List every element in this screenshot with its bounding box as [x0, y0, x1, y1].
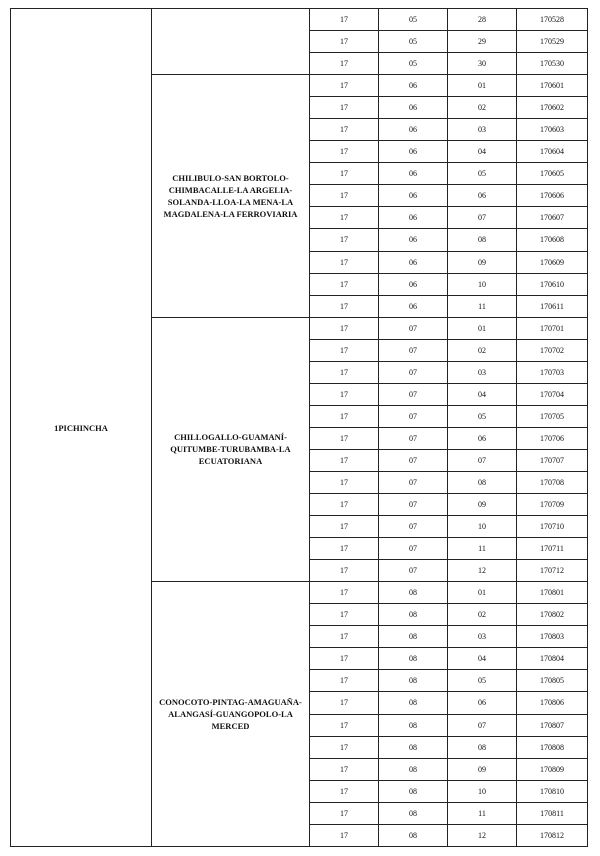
district-code-cell: 07	[379, 471, 448, 493]
circuit-code-cell: 02	[448, 97, 517, 119]
province-code-cell: 17	[310, 229, 379, 251]
province-code-cell: 17	[310, 141, 379, 163]
circuit-code-cell: 09	[448, 251, 517, 273]
province-code-cell: 17	[310, 295, 379, 317]
full-code-cell: 170605	[517, 163, 588, 185]
province-code-cell: 17	[310, 538, 379, 560]
province-code-cell: 17	[310, 75, 379, 97]
district-code-cell: 07	[379, 361, 448, 383]
full-code-cell: 170810	[517, 780, 588, 802]
province-code-cell: 17	[310, 339, 379, 361]
full-code-cell: 170706	[517, 427, 588, 449]
full-code-cell: 170606	[517, 185, 588, 207]
circuit-code-cell: 01	[448, 317, 517, 339]
full-code-cell: 170807	[517, 714, 588, 736]
circuit-code-cell: 28	[448, 9, 517, 31]
province-code-cell: 17	[310, 405, 379, 427]
full-code-cell: 170601	[517, 75, 588, 97]
district-code-cell: 08	[379, 648, 448, 670]
district-code-cell: 06	[379, 119, 448, 141]
full-code-cell: 170530	[517, 53, 588, 75]
province-code-cell: 17	[310, 383, 379, 405]
circuit-code-cell: 08	[448, 736, 517, 758]
full-code-cell: 170528	[517, 9, 588, 31]
full-code-cell: 170604	[517, 141, 588, 163]
district-code-cell: 08	[379, 604, 448, 626]
full-code-cell: 170708	[517, 471, 588, 493]
full-code-cell: 170603	[517, 119, 588, 141]
circuit-code-cell: 29	[448, 31, 517, 53]
province-code-cell: 17	[310, 670, 379, 692]
full-code-cell: 170802	[517, 604, 588, 626]
circuit-code-cell: 07	[448, 714, 517, 736]
district-name-cell	[152, 9, 310, 75]
district-name-cell: CHILIBULO-SAN BORTOLO-CHIMBACALLE-LA ARGELIA-SOLANDA-LLOA-LA MENA-LA MAGDALENA-LA FERROVIARIA	[152, 75, 310, 318]
full-code-cell: 170710	[517, 516, 588, 538]
circuit-code-cell: 03	[448, 119, 517, 141]
district-code-cell: 07	[379, 494, 448, 516]
district-code-cell: 08	[379, 714, 448, 736]
province-code-cell: 17	[310, 53, 379, 75]
province-code-cell: 17	[310, 692, 379, 714]
full-code-cell: 170812	[517, 824, 588, 846]
district-code-cell: 05	[379, 31, 448, 53]
district-code-cell: 06	[379, 75, 448, 97]
district-code-cell: 06	[379, 295, 448, 317]
district-code-cell: 05	[379, 9, 448, 31]
province-code-cell: 17	[310, 31, 379, 53]
district-code-cell: 08	[379, 692, 448, 714]
full-code-cell: 170609	[517, 251, 588, 273]
district-code-table	[10, 8, 588, 847]
province-code-cell: 17	[310, 758, 379, 780]
full-code-cell: 170711	[517, 538, 588, 560]
full-code-cell: 170809	[517, 758, 588, 780]
circuit-code-cell: 30	[448, 53, 517, 75]
circuit-code-cell: 08	[448, 471, 517, 493]
circuit-code-cell: 12	[448, 560, 517, 582]
circuit-code-cell: 05	[448, 670, 517, 692]
circuit-code-cell: 06	[448, 185, 517, 207]
province-code-cell: 17	[310, 97, 379, 119]
district-code-cell: 08	[379, 582, 448, 604]
full-code-cell: 170712	[517, 560, 588, 582]
table-row	[11, 9, 588, 31]
circuit-code-cell: 11	[448, 295, 517, 317]
table-body	[11, 9, 588, 847]
full-code-cell: 170703	[517, 361, 588, 383]
province-code-cell: 17	[310, 736, 379, 758]
full-code-cell: 170811	[517, 802, 588, 824]
province-code-cell: 17	[310, 119, 379, 141]
district-code-cell: 07	[379, 427, 448, 449]
circuit-code-cell: 11	[448, 538, 517, 560]
full-code-cell: 170803	[517, 626, 588, 648]
circuit-code-cell: 10	[448, 273, 517, 295]
circuit-code-cell: 11	[448, 802, 517, 824]
province-code-cell: 17	[310, 604, 379, 626]
district-code-cell: 08	[379, 758, 448, 780]
province-code-cell: 17	[310, 714, 379, 736]
province-code-cell: 17	[310, 273, 379, 295]
province-code-cell: 17	[310, 626, 379, 648]
circuit-code-cell: 06	[448, 692, 517, 714]
circuit-code-cell: 12	[448, 824, 517, 846]
district-code-cell: 08	[379, 736, 448, 758]
province-code-cell: 17	[310, 648, 379, 670]
district-code-cell: 06	[379, 141, 448, 163]
full-code-cell: 170801	[517, 582, 588, 604]
circuit-code-cell: 03	[448, 626, 517, 648]
district-code-cell: 07	[379, 449, 448, 471]
province-code-cell: 17	[310, 361, 379, 383]
circuit-code-cell: 07	[448, 207, 517, 229]
district-code-cell: 06	[379, 273, 448, 295]
circuit-code-cell: 02	[448, 339, 517, 361]
province-code-cell: 17	[310, 802, 379, 824]
province-code-cell: 17	[310, 185, 379, 207]
district-code-cell: 06	[379, 207, 448, 229]
circuit-code-cell: 06	[448, 427, 517, 449]
district-name-cell: CONOCOTO-PINTAG-AMAGUAÑA-ALANGASÍ-GUANGOPOLO-LA MERCED	[152, 582, 310, 847]
full-code-cell: 170707	[517, 449, 588, 471]
province-code-cell: 17	[310, 317, 379, 339]
district-code-cell: 08	[379, 670, 448, 692]
province-code-cell: 17	[310, 449, 379, 471]
full-code-cell: 170804	[517, 648, 588, 670]
full-code-cell: 170607	[517, 207, 588, 229]
district-code-cell: 08	[379, 802, 448, 824]
district-code-cell: 07	[379, 516, 448, 538]
district-code-cell: 06	[379, 185, 448, 207]
full-code-cell: 170704	[517, 383, 588, 405]
circuit-code-cell: 10	[448, 516, 517, 538]
district-code-cell: 06	[379, 229, 448, 251]
province-code-cell: 17	[310, 824, 379, 846]
circuit-code-cell: 02	[448, 604, 517, 626]
circuit-code-cell: 01	[448, 75, 517, 97]
full-code-cell: 170529	[517, 31, 588, 53]
province-code-cell: 17	[310, 163, 379, 185]
full-code-cell: 170608	[517, 229, 588, 251]
full-code-cell: 170611	[517, 295, 588, 317]
province-code-cell: 17	[310, 251, 379, 273]
full-code-cell: 170709	[517, 494, 588, 516]
province-code-cell: 17	[310, 9, 379, 31]
circuit-code-cell: 08	[448, 229, 517, 251]
full-code-cell: 170805	[517, 670, 588, 692]
province-code-cell: 17	[310, 494, 379, 516]
circuit-code-cell: 04	[448, 648, 517, 670]
province-code-cell: 17	[310, 427, 379, 449]
district-code-cell: 07	[379, 538, 448, 560]
circuit-code-cell: 03	[448, 361, 517, 383]
circuit-code-cell: 09	[448, 494, 517, 516]
circuit-code-cell: 01	[448, 582, 517, 604]
district-code-cell: 07	[379, 339, 448, 361]
district-code-cell: 05	[379, 53, 448, 75]
district-code-cell: 06	[379, 251, 448, 273]
district-code-cell: 08	[379, 626, 448, 648]
full-code-cell: 170702	[517, 339, 588, 361]
district-name-cell: CHILLOGALLO-GUAMANÍ-QUITUMBE-TURUBAMBA-LA ECUATORIANA	[152, 317, 310, 582]
district-code-cell: 08	[379, 824, 448, 846]
province-code-cell: 17	[310, 780, 379, 802]
full-code-cell: 170701	[517, 317, 588, 339]
province-code-cell: 17	[310, 560, 379, 582]
district-code-cell: 08	[379, 780, 448, 802]
circuit-code-cell: 04	[448, 383, 517, 405]
province-cell: 1PICHINCHA	[11, 9, 152, 847]
district-code-cell: 07	[379, 383, 448, 405]
full-code-cell: 170610	[517, 273, 588, 295]
full-code-cell: 170806	[517, 692, 588, 714]
district-code-cell: 06	[379, 163, 448, 185]
circuit-code-cell: 05	[448, 405, 517, 427]
circuit-code-cell: 05	[448, 163, 517, 185]
circuit-code-cell: 07	[448, 449, 517, 471]
province-code-cell: 17	[310, 207, 379, 229]
district-code-cell: 07	[379, 317, 448, 339]
district-code-cell: 06	[379, 97, 448, 119]
circuit-code-cell: 10	[448, 780, 517, 802]
circuit-code-cell: 04	[448, 141, 517, 163]
full-code-cell: 170705	[517, 405, 588, 427]
full-code-cell: 170602	[517, 97, 588, 119]
district-code-cell: 07	[379, 405, 448, 427]
full-code-cell: 170808	[517, 736, 588, 758]
circuit-code-cell: 09	[448, 758, 517, 780]
province-code-cell: 17	[310, 516, 379, 538]
district-code-cell: 07	[379, 560, 448, 582]
province-code-cell: 17	[310, 471, 379, 493]
province-code-cell: 17	[310, 582, 379, 604]
